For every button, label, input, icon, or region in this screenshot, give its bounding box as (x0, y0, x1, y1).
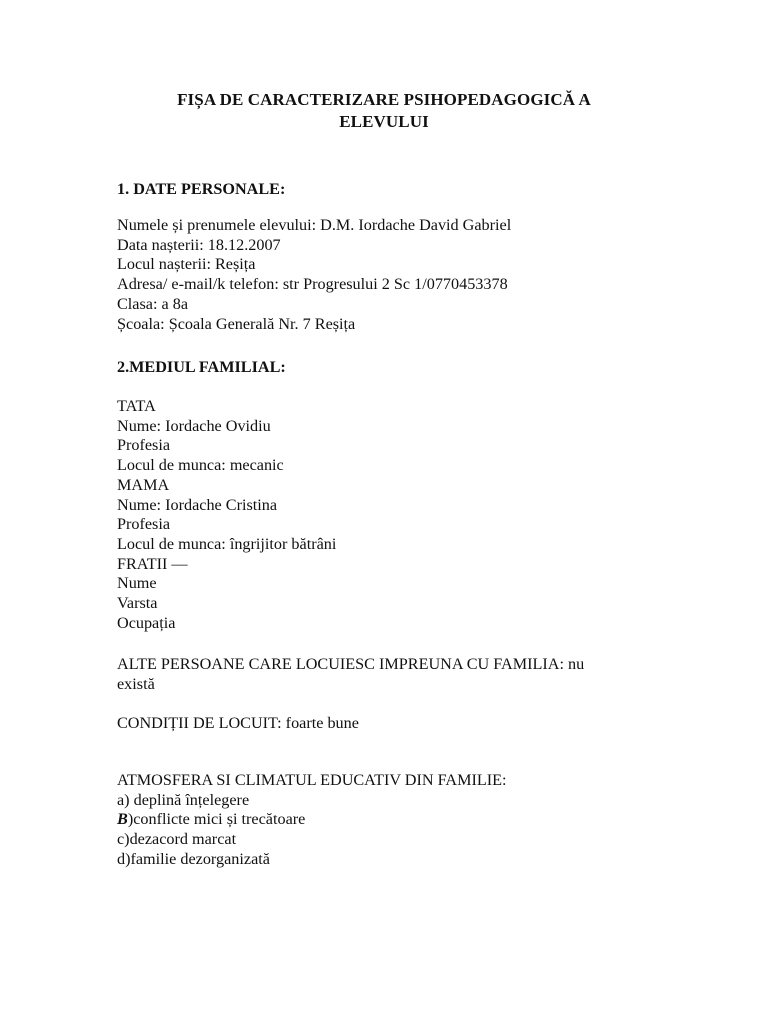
other-persons-line-2: există (117, 674, 155, 693)
living-conditions-line: CONDIȚII DE LOCUIT: foarte bune (117, 714, 359, 732)
other-persons-line-1: ALTE PERSOANE CARE LOCUIESC IMPREUNA CU FAMILIA: nu (117, 655, 585, 673)
mother-name-line: Nume: Iordache Cristina (117, 495, 278, 514)
atmosphere-option-a: a) deplină înțelegere (117, 790, 250, 809)
atmosphere-option-c: c)dezacord marcat (117, 830, 237, 849)
living-conditions-block (117, 714, 359, 734)
siblings-occupation-line: Ocupația (117, 613, 176, 632)
atmosphere-option-b (117, 810, 507, 830)
atmosphere-option-b-text: )conflicte mici și trecătoare (127, 810, 306, 829)
father-profession-line: Profesia (117, 436, 171, 455)
atmosphere-heading: ATMOSFERA SI CLIMATUL EDUCATIV DIN FAMILIE: (117, 771, 507, 789)
atmosphere-option-b-marker: B (117, 810, 128, 829)
atmosphere-option-d: d)familie dezorganizată (117, 849, 270, 868)
school-line: Școala: Școala Generală Nr. 7 Reșița (117, 314, 356, 333)
document-title-line-2: ELEVULUI (339, 112, 429, 131)
student-name-line: Numele și prenumele elevului: D.M. Iordache David Gabriel (117, 216, 512, 234)
birth-date-line: Data nașterii: 18.12.2007 (117, 235, 281, 254)
siblings-name-line: Nume (117, 574, 157, 593)
class-line: Clasa: a 8a (117, 294, 189, 313)
personal-data-block (117, 216, 511, 334)
mother-label: MAMA (117, 475, 170, 494)
father-workplace-line: Locul de munca: mecanic (117, 456, 284, 475)
address-line: Adresa/ e-mail/k telefon: str Progresului 2 Sc 1/0770453378 (117, 275, 508, 294)
section-2-heading: 2.MEDIUL FAMILIAL: (117, 358, 286, 376)
section-1-heading: 1. DATE PERSONALE: (117, 180, 286, 198)
birth-place-line: Locul nașterii: Reșița (117, 255, 256, 274)
family-block (117, 397, 336, 633)
atmosphere-block (117, 771, 507, 870)
mother-workplace-line: Locul de munca: îngrijitor bătrâni (117, 534, 337, 553)
siblings-label: FRATII — (117, 554, 188, 573)
document-title (100, 89, 668, 133)
father-label: TATA (117, 397, 156, 415)
father-name-line: Nume: Iordache Ovidiu (117, 416, 271, 435)
mother-profession-line: Profesia (117, 515, 171, 534)
siblings-age-line: Varsta (117, 594, 158, 613)
document-title-line-1: FIȘA DE CARACTERIZARE PSIHOPEDAGOGICĂ A (177, 90, 591, 109)
other-persons-block (117, 655, 584, 694)
